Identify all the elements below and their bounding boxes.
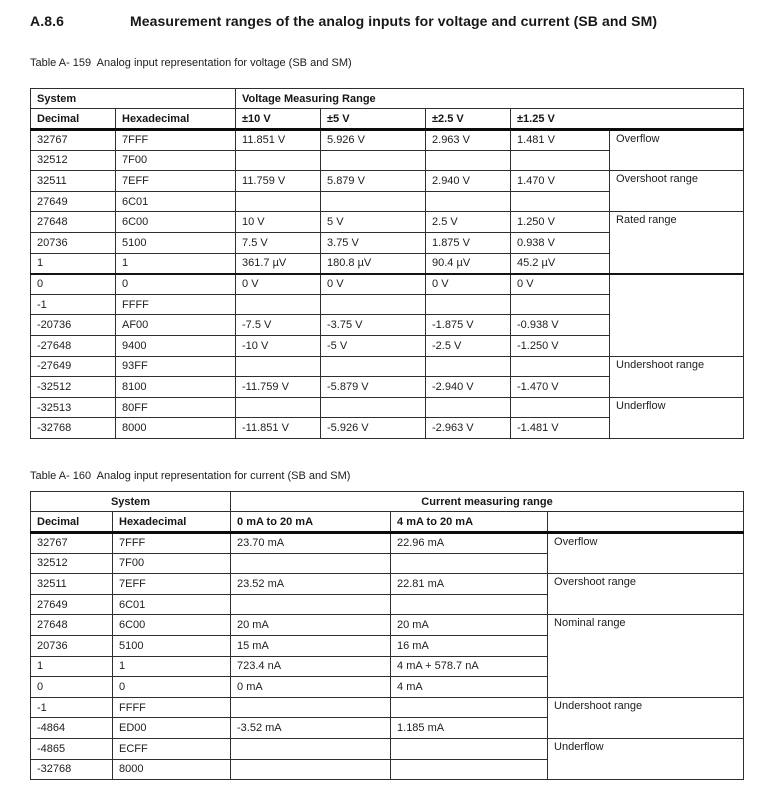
value-cell: 2.940 V: [426, 171, 511, 192]
hexadecimal-cell: AF00: [116, 315, 236, 336]
decimal-cell: -32513: [31, 397, 116, 418]
value-cell: 2.5 V: [426, 212, 511, 233]
header-cell: ±2.5 V: [426, 109, 511, 130]
range-label-cell: Underflow: [610, 397, 744, 438]
value-cell: [511, 150, 610, 171]
value-cell: 0.938 V: [511, 232, 610, 253]
decimal-cell: -4864: [31, 718, 113, 739]
value-cell: 4 mA + 578.7 nA: [391, 656, 548, 677]
section-number: A.8.6: [30, 13, 64, 29]
hexadecimal-cell: 9400: [116, 335, 236, 356]
value-cell: 1.470 V: [511, 171, 610, 192]
range-label-cell: Rated range: [610, 212, 744, 274]
value-cell: [426, 356, 511, 377]
table-header-row: [31, 109, 744, 130]
header-cell: Voltage Measuring Range: [236, 89, 744, 109]
decimal-cell: -32768: [31, 418, 116, 439]
decimal-cell: -1: [31, 294, 116, 315]
hexadecimal-cell: 93FF: [116, 356, 236, 377]
value-cell: [236, 356, 321, 377]
value-cell: [236, 294, 321, 315]
decimal-cell: -20736: [31, 315, 116, 336]
value-cell: [426, 150, 511, 171]
value-cell: -1.250 V: [511, 335, 610, 356]
hexadecimal-cell: 6C00: [116, 212, 236, 233]
header-cell: ±1.25 V: [511, 109, 744, 130]
value-cell: 0 V: [426, 274, 511, 295]
table-row: [31, 274, 744, 295]
range-label-cell: Nominal range: [548, 615, 744, 697]
hexadecimal-cell: 7F00: [113, 553, 231, 574]
table-row: [31, 397, 744, 418]
value-cell: [511, 397, 610, 418]
value-cell: 4 mA: [391, 677, 548, 698]
hexadecimal-cell: 8000: [113, 759, 231, 780]
decimal-cell: -4865: [31, 738, 113, 759]
value-cell: 1.185 mA: [391, 718, 548, 739]
hexadecimal-cell: 6C01: [113, 594, 231, 615]
hexadecimal-cell: 1: [113, 656, 231, 677]
hexadecimal-cell: 5100: [113, 635, 231, 656]
voltage-measuring-range-table: [30, 88, 744, 439]
hexadecimal-cell: 6C00: [113, 615, 231, 636]
value-cell: [231, 759, 391, 780]
decimal-cell: 0: [31, 677, 113, 698]
value-cell: 1.875 V: [426, 232, 511, 253]
value-cell: -2.5 V: [426, 335, 511, 356]
value-cell: [231, 553, 391, 574]
value-cell: [391, 553, 548, 574]
value-cell: -11.759 V: [236, 377, 321, 398]
decimal-cell: 27648: [31, 212, 116, 233]
value-cell: -3.52 mA: [231, 718, 391, 739]
hexadecimal-cell: 7EFF: [113, 574, 231, 595]
decimal-cell: -27648: [31, 335, 116, 356]
value-cell: [236, 397, 321, 418]
range-label-cell: Undershoot range: [610, 356, 744, 397]
value-cell: [231, 594, 391, 615]
hexadecimal-cell: 8100: [116, 377, 236, 398]
value-cell: 1.481 V: [511, 130, 610, 151]
value-cell: 0 V: [236, 274, 321, 295]
table-row: [31, 533, 744, 554]
value-cell: -7.5 V: [236, 315, 321, 336]
value-cell: 723.4 nA: [231, 656, 391, 677]
value-cell: [391, 594, 548, 615]
value-cell: [236, 191, 321, 212]
hexadecimal-cell: FFFF: [113, 697, 231, 718]
header-cell: Hexadecimal: [116, 109, 236, 130]
value-cell: 23.52 mA: [231, 574, 391, 595]
value-cell: [321, 191, 426, 212]
hexadecimal-cell: 7EFF: [116, 171, 236, 192]
decimal-cell: 27649: [31, 191, 116, 212]
value-cell: 22.81 mA: [391, 574, 548, 595]
decimal-cell: 27649: [31, 594, 113, 615]
value-cell: 3.75 V: [321, 232, 426, 253]
range-label-cell: Undershoot range: [548, 697, 744, 738]
value-cell: [231, 697, 391, 718]
header-cell: ±10 V: [236, 109, 321, 130]
value-cell: 90.4 µV: [426, 253, 511, 274]
value-cell: -3.75 V: [321, 315, 426, 336]
range-label-cell: Overshoot range: [610, 171, 744, 212]
value-cell: -1.470 V: [511, 377, 610, 398]
table-caption-current: Table A- 160 Analog input representation for current (SB and SM): [30, 470, 351, 482]
hexadecimal-cell: FFFF: [116, 294, 236, 315]
value-cell: -2.940 V: [426, 377, 511, 398]
decimal-cell: 20736: [31, 635, 113, 656]
value-cell: 1.250 V: [511, 212, 610, 233]
table-row: [31, 130, 744, 151]
value-cell: 15 mA: [231, 635, 391, 656]
hexadecimal-cell: ED00: [113, 718, 231, 739]
decimal-cell: 32512: [31, 150, 116, 171]
value-cell: 7.5 V: [236, 232, 321, 253]
value-cell: 11.759 V: [236, 171, 321, 192]
value-cell: [231, 738, 391, 759]
value-cell: 23.70 mA: [231, 533, 391, 554]
section-title: Measurement ranges of the analog inputs for voltage and current (SB and SM): [130, 13, 658, 29]
section-heading: [30, 13, 754, 29]
range-label-cell: [610, 274, 744, 356]
value-cell: -5 V: [321, 335, 426, 356]
table-row: [31, 738, 744, 759]
value-cell: 0 V: [321, 274, 426, 295]
table-row: [31, 356, 744, 377]
range-label-cell: Overshoot range: [548, 574, 744, 615]
header-cell: Current measuring range: [231, 492, 744, 512]
value-cell: 10 V: [236, 212, 321, 233]
hexadecimal-cell: ECFF: [113, 738, 231, 759]
table-row: [31, 615, 744, 636]
value-cell: [321, 150, 426, 171]
value-cell: 45.2 µV: [511, 253, 610, 274]
hexadecimal-cell: 6C01: [116, 191, 236, 212]
decimal-cell: 27648: [31, 615, 113, 636]
value-cell: 20 mA: [391, 615, 548, 636]
header-cell: Hexadecimal: [113, 512, 231, 533]
decimal-cell: -32768: [31, 759, 113, 780]
value-cell: 5.879 V: [321, 171, 426, 192]
table-row: [31, 171, 744, 192]
hexadecimal-cell: 8000: [116, 418, 236, 439]
table-header-row: [31, 492, 744, 512]
value-cell: 5 V: [321, 212, 426, 233]
decimal-cell: -32512: [31, 377, 116, 398]
value-cell: 2.963 V: [426, 130, 511, 151]
hexadecimal-cell: 7FFF: [116, 130, 236, 151]
value-cell: [511, 191, 610, 212]
value-cell: [321, 356, 426, 377]
range-label-cell: Overflow: [610, 130, 744, 171]
decimal-cell: 0: [31, 274, 116, 295]
header-cell: Decimal: [31, 109, 116, 130]
header-cell: Decimal: [31, 512, 113, 533]
value-cell: [426, 397, 511, 418]
header-cell: System: [31, 89, 236, 109]
value-cell: -10 V: [236, 335, 321, 356]
table-header-row: [31, 89, 744, 109]
value-cell: 5.926 V: [321, 130, 426, 151]
value-cell: [426, 294, 511, 315]
table-header-row: [31, 512, 744, 533]
value-cell: 0 mA: [231, 677, 391, 698]
range-label-cell: Overflow: [548, 533, 744, 574]
decimal-cell: 1: [31, 656, 113, 677]
value-cell: -2.963 V: [426, 418, 511, 439]
decimal-cell: 32512: [31, 553, 113, 574]
table-row: [31, 574, 744, 595]
decimal-cell: -27649: [31, 356, 116, 377]
value-cell: 22.96 mA: [391, 533, 548, 554]
table-caption-voltage: Table A- 159 Analog input representation for voltage (SB and SM): [30, 57, 352, 69]
header-cell: 4 mA to 20 mA: [391, 512, 548, 533]
value-cell: -1.875 V: [426, 315, 511, 336]
decimal-cell: 32767: [31, 130, 116, 151]
value-cell: [391, 697, 548, 718]
hexadecimal-cell: 7FFF: [113, 533, 231, 554]
value-cell: [236, 150, 321, 171]
value-cell: 0 V: [511, 274, 610, 295]
value-cell: -0.938 V: [511, 315, 610, 336]
value-cell: [321, 397, 426, 418]
decimal-cell: 32511: [31, 574, 113, 595]
table-row: [31, 697, 744, 718]
decimal-cell: 32511: [31, 171, 116, 192]
value-cell: [511, 294, 610, 315]
value-cell: -1.481 V: [511, 418, 610, 439]
header-cell: System: [31, 492, 231, 512]
value-cell: [426, 191, 511, 212]
value-cell: -11.851 V: [236, 418, 321, 439]
table-row: [31, 212, 744, 233]
value-cell: -5.879 V: [321, 377, 426, 398]
hexadecimal-cell: 0: [116, 274, 236, 295]
value-cell: 361.7 µV: [236, 253, 321, 274]
hexadecimal-cell: 0: [113, 677, 231, 698]
value-cell: [511, 356, 610, 377]
value-cell: 11.851 V: [236, 130, 321, 151]
decimal-cell: -1: [31, 697, 113, 718]
decimal-cell: 32767: [31, 533, 113, 554]
header-cell: 0 mA to 20 mA: [231, 512, 391, 533]
value-cell: 180.8 µV: [321, 253, 426, 274]
hexadecimal-cell: 7F00: [116, 150, 236, 171]
hexadecimal-cell: 80FF: [116, 397, 236, 418]
hexadecimal-cell: 1: [116, 253, 236, 274]
value-cell: [391, 759, 548, 780]
header-cell: ±5 V: [321, 109, 426, 130]
decimal-cell: 20736: [31, 232, 116, 253]
value-cell: [391, 738, 548, 759]
header-cell: [548, 512, 744, 533]
hexadecimal-cell: 5100: [116, 232, 236, 253]
value-cell: -5.926 V: [321, 418, 426, 439]
value-cell: 16 mA: [391, 635, 548, 656]
value-cell: [321, 294, 426, 315]
range-label-cell: Underflow: [548, 738, 744, 779]
value-cell: 20 mA: [231, 615, 391, 636]
current-measuring-range-table: [30, 491, 744, 780]
decimal-cell: 1: [31, 253, 116, 274]
